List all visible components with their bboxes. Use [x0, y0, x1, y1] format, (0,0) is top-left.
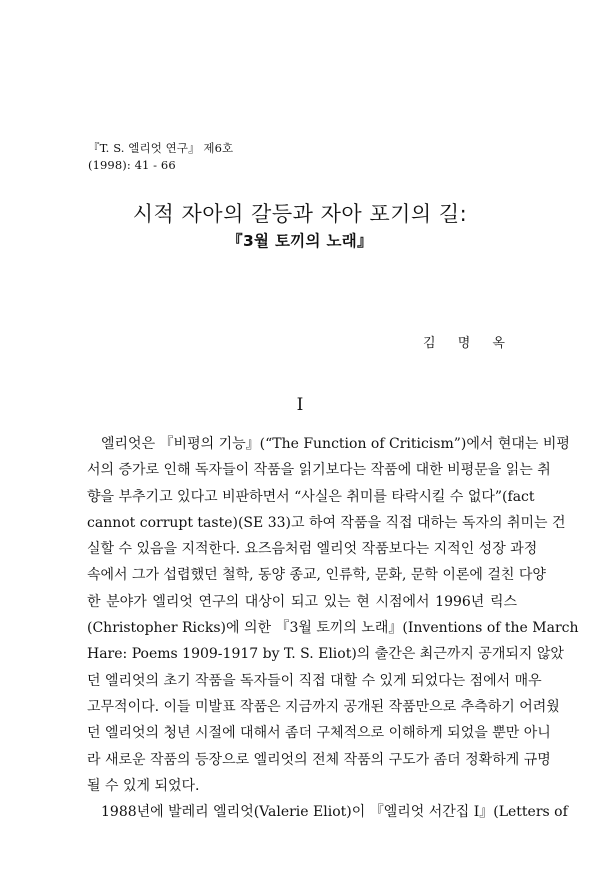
paragraph-line: 라 새로운 작품의 등장으로 엘리엇의 전체 작품의 구도가 좀더 정확하게 규명 — [87, 751, 551, 768]
paragraph-line: 향을 부추기고 있다고 비판하면서 “사실은 취미를 타락시킬 수 없다”(fact — [87, 488, 535, 505]
journal-title: 『T. S. 엘리엇 연구』 제6호 — [88, 141, 234, 155]
body-text — [87, 431, 579, 825]
paragraph-line: 엘리엇은 『비평의 기능』(“The Function of Criticism”)에서 현대는 비평 — [101, 436, 570, 452]
journal-citation — [88, 140, 233, 174]
paragraph-line: 속에서 그가 섭렵했던 철학, 동양 종교, 인류학, 문화, 문학 이론에 걸친 다양 — [87, 567, 546, 584]
paragraph-line: 1988년에 발레리 엘리엇(Valerie Eliot)이 『엘리엇 서간집 I』(Letters of — [101, 804, 568, 821]
paragraph-line: 던 엘리엇의 청년 시절에 대해서 좀더 구체적으로 이해하게 되었을 뿐만 아니 — [87, 725, 551, 742]
article-title-block — [0, 200, 600, 252]
article-subtitle: 『3월 토끼의 노래』 — [227, 232, 373, 250]
paragraph-line: 고무적이다. 이들 미발표 작품은 지금까지 공개된 작품만으로 추측하기 어려웠 — [87, 698, 560, 715]
paragraph-line: 될 수 있게 되었다. — [87, 777, 200, 794]
author-name: 김 명 옥 — [423, 336, 514, 351]
paragraph-line: 서의 증가로 인해 독자들이 작품을 읽기보다는 작품에 대한 비평문을 읽는 취 — [87, 462, 551, 479]
paragraph-line: (Christopher Ricks)에 의한 『3월 토끼의 노래』(Inventions of the March — [87, 620, 579, 637]
paragraph-line: 실할 수 있음을 지적한다. 요즈음처럼 엘리엇 작품보다는 지적인 성장 과정 — [87, 541, 538, 558]
paragraph-line: 한 분야가 엘리엇 연구의 대상이 되고 있는 현 시점에서 1996년 릭스 — [87, 593, 517, 610]
section-heading: I — [296, 395, 304, 415]
journal-pages: (1998): 41 - 66 — [88, 158, 176, 172]
paragraph-line: Hare: Poems 1909-1917 by T. S. Eliot)의 출간은 최근까지 공개되지 않았 — [87, 646, 564, 663]
paragraph-line: cannot corrupt taste)(SE 33)고 하여 작품을 직접 대하는 독자의 취미는 건 — [87, 514, 566, 531]
article-title: 시적 자아의 갈등과 자아 포기의 길: — [132, 202, 468, 226]
paragraph-line: 던 엘리엇의 초기 작품을 독자들이 직접 대할 수 있게 되었다는 점에서 매우 — [87, 672, 542, 689]
